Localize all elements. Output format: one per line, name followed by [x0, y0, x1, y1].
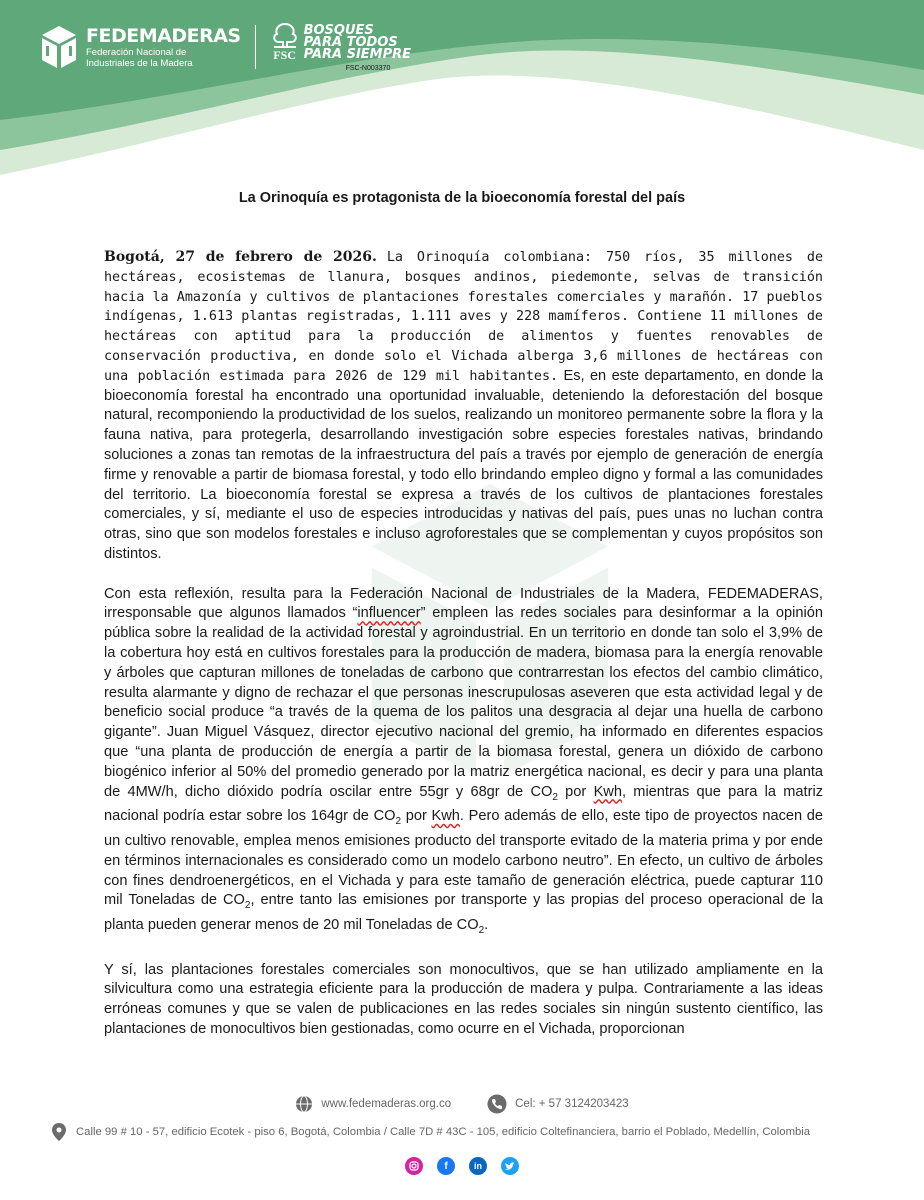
phone-contact[interactable]	[487, 1094, 629, 1114]
paragraph-2-part-f: , entre tanto las emisiones por transporte y las propias del proceso operacional de la planta pueden generar menos de 20 mil Toneladas de CO	[104, 892, 823, 934]
paragraph-2-part-c: por	[557, 783, 594, 800]
slogan-line-1: BOSQUES	[303, 22, 374, 38]
paragraph-1	[104, 248, 823, 565]
dateline: Bogotá, 27 de febrero de 2026.	[104, 249, 377, 265]
twitter-icon[interactable]	[501, 1157, 519, 1175]
brand-subtitle-2: Industriales de la Madera	[86, 58, 193, 69]
article-title: La Orinoquía es protagonista de la bioeconomía forestal del país	[238, 190, 686, 206]
paragraph-2-part-d: , mientras que para la matriz nacional podría estar sobre los 164gr de CO	[104, 783, 823, 825]
fedemaderas-logo-icon	[40, 24, 78, 70]
subscript-2: 2	[478, 924, 485, 936]
social-links	[0, 1157, 924, 1175]
footer-address	[52, 1123, 892, 1141]
address-text: Calle 99 # 10 - 57, edificio Ecotek - piso 6, Bogotá, Colombia / Calle 7D # 43C - 105, edificio Coltefinanciera, barrio el Poblado, Medellín, Colombia	[76, 1126, 811, 1138]
subscript-2: 2	[395, 816, 402, 828]
linkedin-icon[interactable]: in	[469, 1157, 487, 1175]
subscript-2: 2	[552, 791, 558, 803]
slogan-line-3: PARA SIEMPRE	[303, 46, 412, 62]
article-body	[104, 248, 823, 1060]
facebook-icon[interactable]: f	[437, 1157, 455, 1175]
header-logos	[40, 22, 411, 72]
brand-name: FEDEMADERAS	[86, 25, 241, 47]
website-link[interactable]	[295, 1095, 451, 1113]
kwh-word: Kwh	[593, 783, 622, 800]
fsc-label: FSC	[273, 48, 296, 62]
header-divider	[255, 25, 256, 69]
paragraph-2-part-c2: por	[401, 808, 432, 825]
fsc-code: FSC-N003370	[345, 65, 391, 72]
paragraph-1-part-a: La Orinoquía colombiana: 750 ríos, 35 millones de hectáreas, ecosistemas de llanura, bosques andinos, piedemonte, selvas de transición hacia la Amazonía y cultivos de plantaciones forestales comerciales y marañón. 17 pueblos indígenas, 1.613 plantas registradas, 1.111 aves y 228 mamíferos. Contiene 11 millones de hectáreas con aptitud para la producción de alimentos y fuentes renovables de conservación productiva, en donde solo el Vichada alberga 3,6 millones de hectáreas con una población estimada para 2026 de 129 mil habitantes.	[104, 250, 824, 384]
fsc-tree-icon	[270, 22, 300, 48]
paragraph-1-part-b: Es, en este departamento, en donde la bioeconomía forestal ha encontrado una oportunidad invaluable, deteniendo la deforestación del bosque natural, recomponiendo la productividad de los suelos, realizando un monitoreo permanente sobre la flora y la fauna nativa, para protegerla, desarrollando investigación sobre especies forestales nativas, brindando soluciones a zonas tan remotas de la infraestructura del país a través por ejemplo de generación de energía firme y renovable a partir de biomasa forestal, y todo ello brindando empleo digno y formal a las comunidades del territorio. La bioeconomía forestal se expresa a través de los cultivos de plantaciones forestales comerciales, y sí, mediante el uso de especies introducidas y nativas del país, pues unas no luchan contra otras, sino que son modelos forestales e incluso agroforestales que se complementan y cuyos propósitos son distintos.	[104, 367, 823, 562]
influencer-word: influencer	[357, 605, 421, 622]
subscript-2: 2	[244, 900, 251, 912]
paragraph-2-part-e: . Pero además de ello, este tipo de proyectos nacen de un cultivo renovable, emplea menos emisiones producto del transporte evitado de la materia prima y por ende en términos internacionales es considerado como un modelo carbono neutro”. En efecto, un cultivo de árboles con fines dendroenergéticos, en el Vichada y para este tamaño de generación eléctrica, puede capturar 110 mil Toneladas de CO	[104, 808, 824, 909]
paragraph-2-part-g: .	[484, 917, 489, 934]
phone-icon	[487, 1094, 507, 1114]
instagram-icon[interactable]	[405, 1157, 423, 1175]
phone-text: Cel: + 57 3124203423	[515, 1098, 629, 1110]
paragraph-3: Y sí, las plantaciones forestales comerciales son monocultivos, que se han utilizado ampliamente en la silvicultura como una estrategia eficiente para la producción de madera y pulpa. Contrariamente a las ideas erróneas comunes y que se valen de publicaciones en las redes sociales sin ningún sustento científico, las plantaciones de monocultivos bien gestionadas, como ocurre en el Vichada, proporcionan	[104, 961, 823, 1037]
slogan-line-2: PARA TODOS	[303, 34, 398, 50]
website-text: www.fedemaderas.org.co	[321, 1098, 452, 1110]
paragraph-2-part-a: Con esta reflexión, resulta para la Federación Nacional de Industriales de la Madera, FEDEMADERAS, irresponsable que algunos llamados “	[104, 585, 823, 622]
paragraph-2	[104, 585, 823, 941]
paragraph-2-part-b: ” empleen las redes sociales para desinformar a la opinión pública sobre la realidad de la actividad forestal y agroindustrial. En un territorio en donde tan solo el 3,9% de la cobertura hoy está en cultivos forestales para la producción de madera, biomasa para la energía renovable y árboles que capturan millones de toneladas de carbono que contrarrestan los efectos del cambio climático, resulta alarmante y digno de rechazar el que personas inescrupulosas aseveren que esta actividad legal y de beneficio social produce “a través de la quema de los palitos una desgracia al dejar una huella de carbono gigante”. Juan Miguel Vásquez, director ejecutivo nacional del gremio, ha informado en diferentes espacios que “una planta de producción de energía a partir de la biomasa forestal, genera un dióxido de carbono biogénico inferior al 50% del promedio generado por la matriz energética nacional, es decir y para una planta de 4MW/h, dicho dióxido podría oscilar entre 55gr y 68gr de CO	[104, 605, 823, 800]
brand-subtitle-1: Federación Nacional de	[86, 47, 187, 58]
kwh-word: Kwh	[431, 808, 460, 825]
globe-icon	[295, 1095, 313, 1113]
footer-contacts	[0, 1094, 924, 1114]
location-pin-icon	[52, 1123, 66, 1141]
